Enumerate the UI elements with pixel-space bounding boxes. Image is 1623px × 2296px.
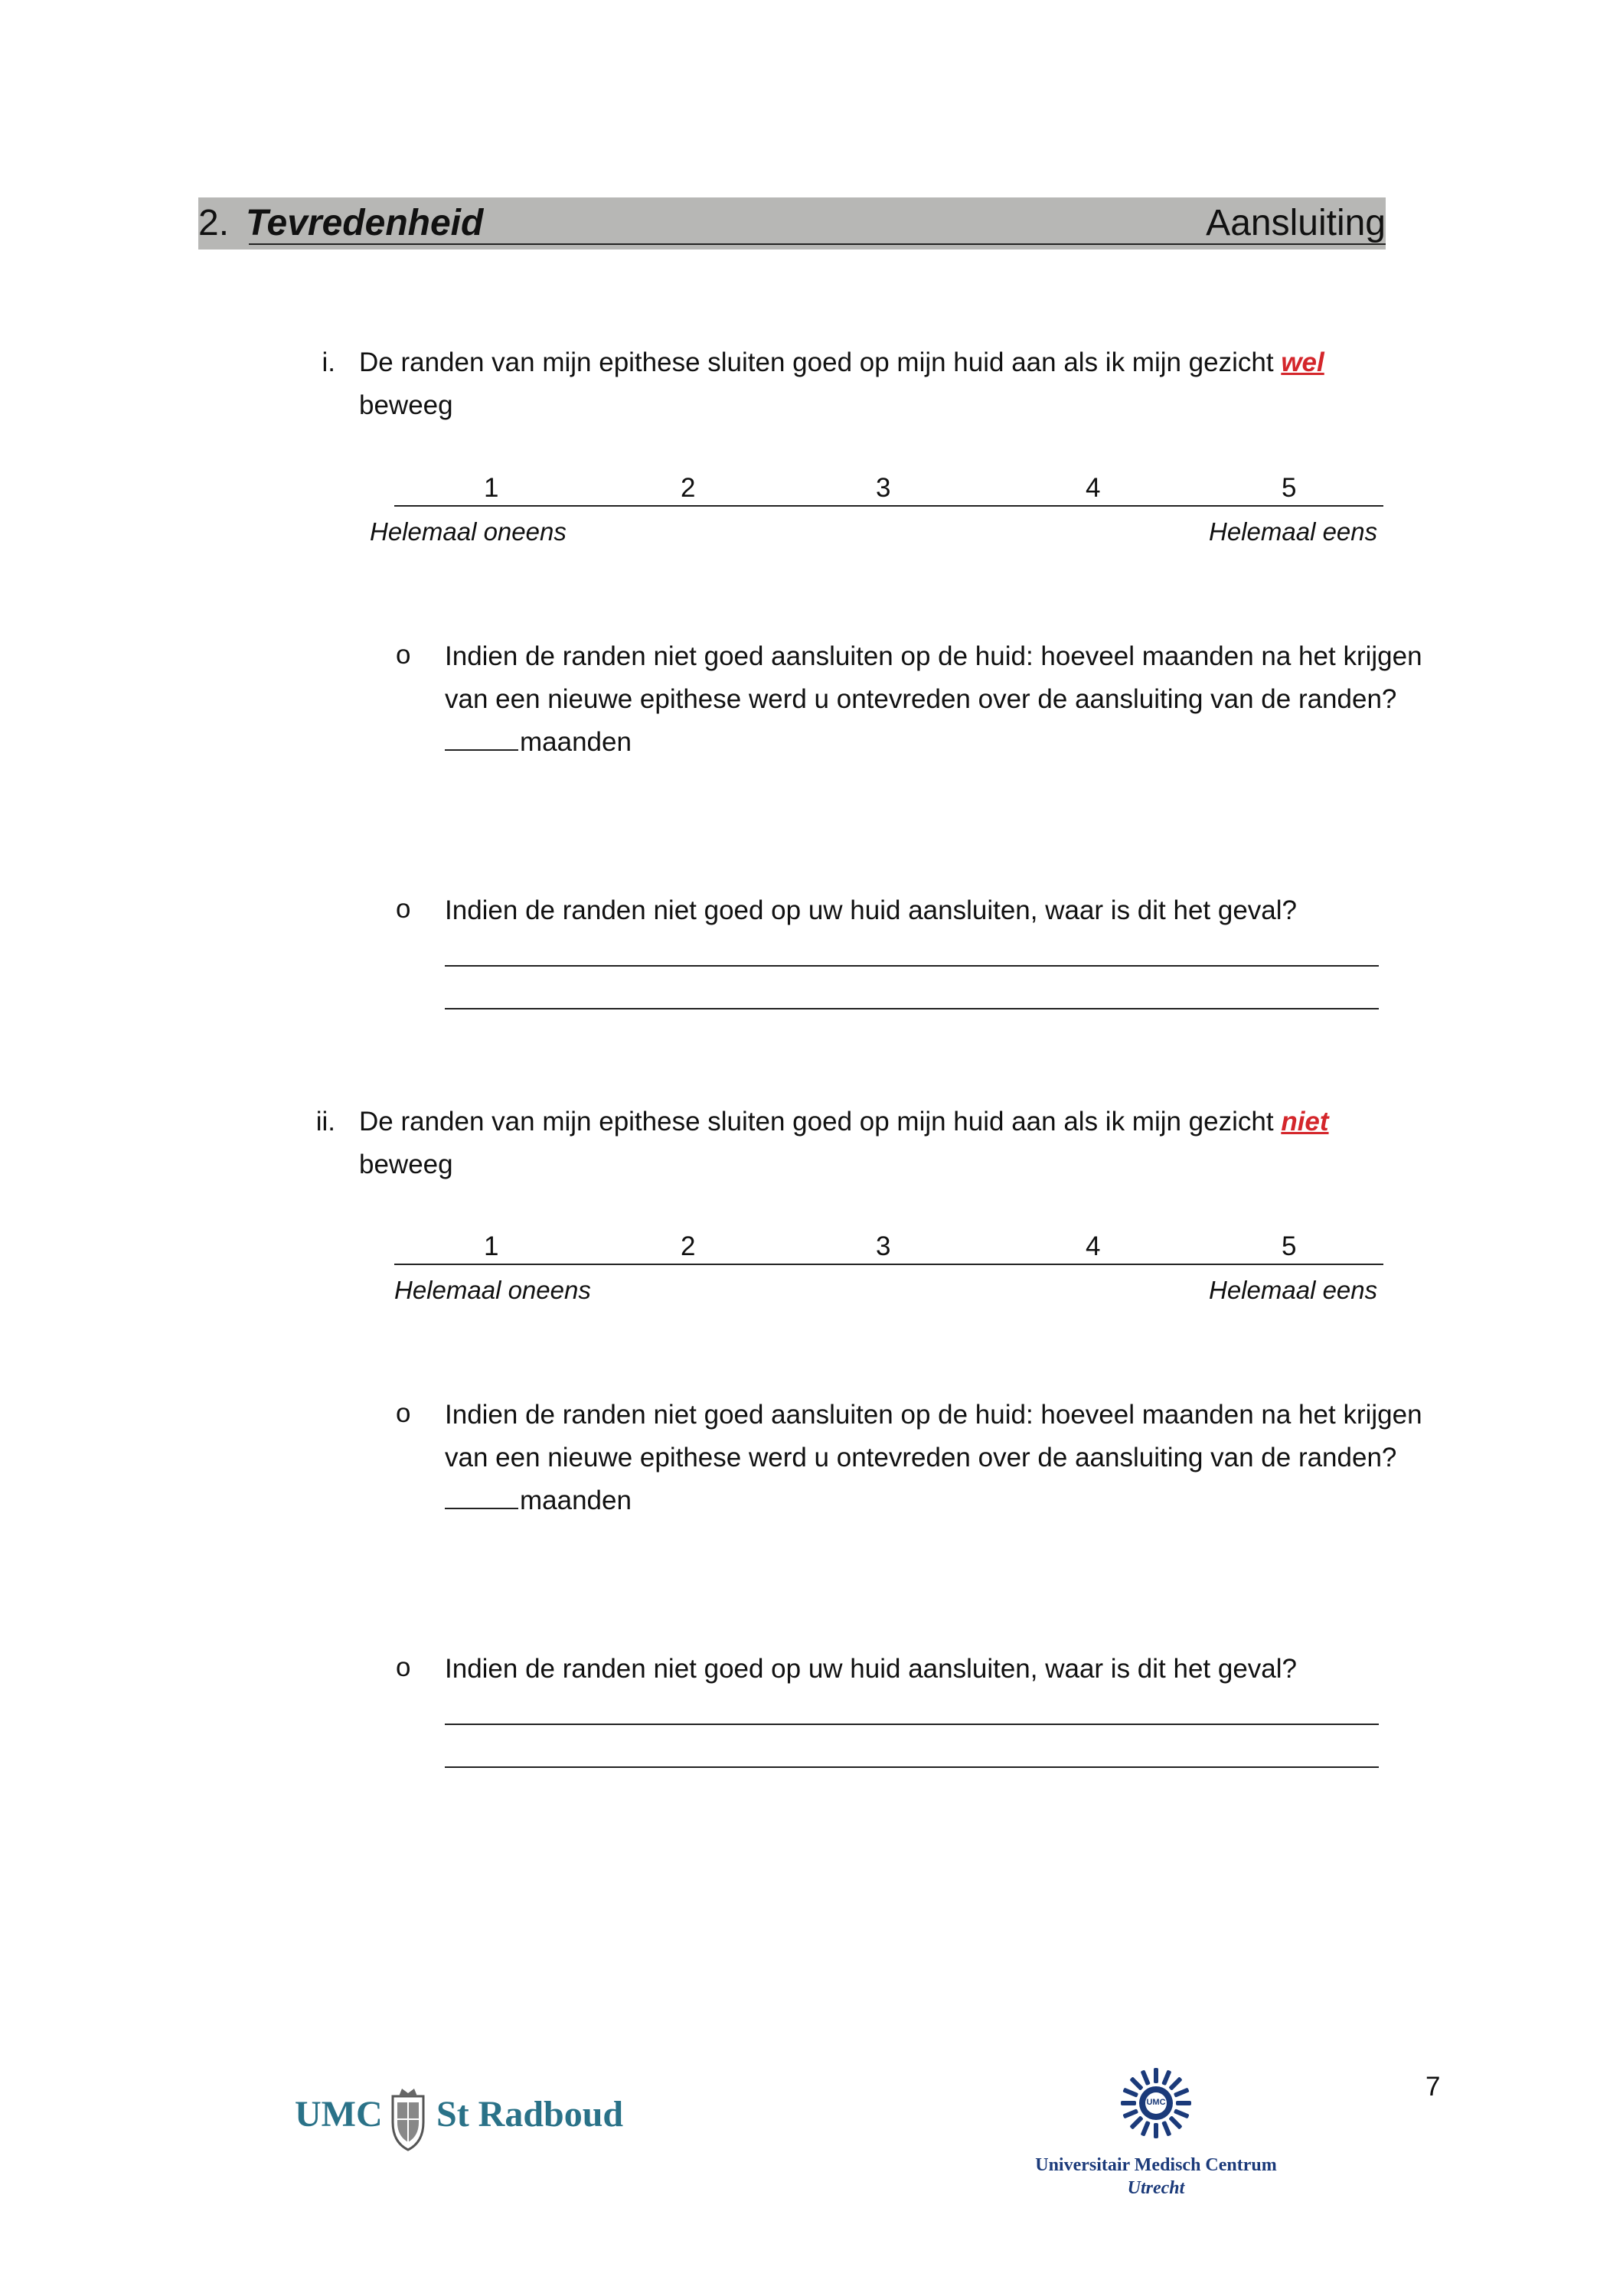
crest-icon xyxy=(387,2086,429,2153)
bullet-icon: o xyxy=(396,1652,411,1682)
bullet-icon: o xyxy=(396,1398,411,1428)
answer-line[interactable] xyxy=(445,1766,1379,1768)
emphasis-word: niet xyxy=(1281,1107,1329,1137)
scale-option-2[interactable]: 2 xyxy=(681,473,696,503)
question-text: De randen van mijn epithese sluiten goed op mijn huid aan als ik mijn gezicht wel beweeg xyxy=(359,347,1324,420)
scale-option-5[interactable]: 5 xyxy=(1282,1231,1297,1261)
logo-utrecht-city: Utrecht xyxy=(1127,2178,1185,2198)
logo-badge-text: UMC xyxy=(1146,2098,1166,2107)
months-input[interactable] xyxy=(445,725,518,751)
logo-umc-text: UMC xyxy=(295,2094,383,2135)
question-text: De randen van mijn epithese sluiten goed op mijn huid aan als ik mijn gezicht niet beweeg xyxy=(359,1107,1329,1179)
bullet-icon: o xyxy=(396,894,411,924)
scale-option-5[interactable]: 5 xyxy=(1282,473,1297,503)
scale-option-3[interactable]: 3 xyxy=(876,473,891,503)
section-topic: Aansluiting xyxy=(1206,203,1386,243)
section-title: Tevredenheid xyxy=(246,203,484,243)
subquestion-months-ii: Indien de randen niet goed aansluiten op de huid: hoeveel maanden na het krijgen van een nieuwe epithese werd u ontevreden over de aansluiting van de randen? maanden xyxy=(445,1400,1422,1515)
scale-option-4[interactable]: 4 xyxy=(1086,473,1101,503)
section-header xyxy=(198,197,1386,249)
anchor-right: Helemaal eens xyxy=(1209,1276,1378,1304)
emphasis-word: wel xyxy=(1281,347,1324,377)
subquestion-location-ii: Indien de randen niet goed op uw huid aansluiten, waar is dit het geval? xyxy=(445,1654,1298,1684)
logo-umc-utrecht xyxy=(1011,2065,1301,2198)
scale-option-2[interactable]: 2 xyxy=(681,1231,696,1261)
answer-line[interactable] xyxy=(445,965,1379,967)
anchor-left: Helemaal oneens xyxy=(394,1276,591,1304)
logo-umc-st-radboud xyxy=(295,2086,624,2154)
logo-utrecht-name: Universitair Medisch Centrum xyxy=(1035,2155,1277,2175)
page-number: 7 xyxy=(1425,2072,1441,2102)
subquestion-location-i: Indien de randen niet goed op uw huid aansluiten, waar is dit het geval? xyxy=(445,895,1298,925)
scale-line xyxy=(394,1264,1383,1265)
subquestion-months-i: Indien de randen niet goed aansluiten op de huid: hoeveel maanden na het krijgen van een nieuwe epithese werd u ontevreden over de aansluiting van de randen? maanden xyxy=(445,641,1422,757)
scale-option-3[interactable]: 3 xyxy=(876,1231,891,1261)
months-input[interactable] xyxy=(445,1483,518,1509)
bullet-icon: o xyxy=(396,640,411,670)
anchor-left: Helemaal oneens xyxy=(370,517,567,546)
answer-line[interactable] xyxy=(445,1008,1379,1009)
anchor-right: Helemaal eens xyxy=(1209,517,1378,546)
scale-option-1[interactable]: 1 xyxy=(484,473,499,503)
question-marker: ii. xyxy=(315,1107,335,1137)
section-number: 2. xyxy=(198,203,230,243)
answer-line[interactable] xyxy=(445,1724,1379,1725)
scale-line xyxy=(394,505,1383,507)
logo-radboud-text: St Radboud xyxy=(436,2094,624,2135)
scale-option-4[interactable]: 4 xyxy=(1086,1231,1101,1261)
scale-option-1[interactable]: 1 xyxy=(484,1231,499,1261)
question-marker: i. xyxy=(322,347,335,377)
